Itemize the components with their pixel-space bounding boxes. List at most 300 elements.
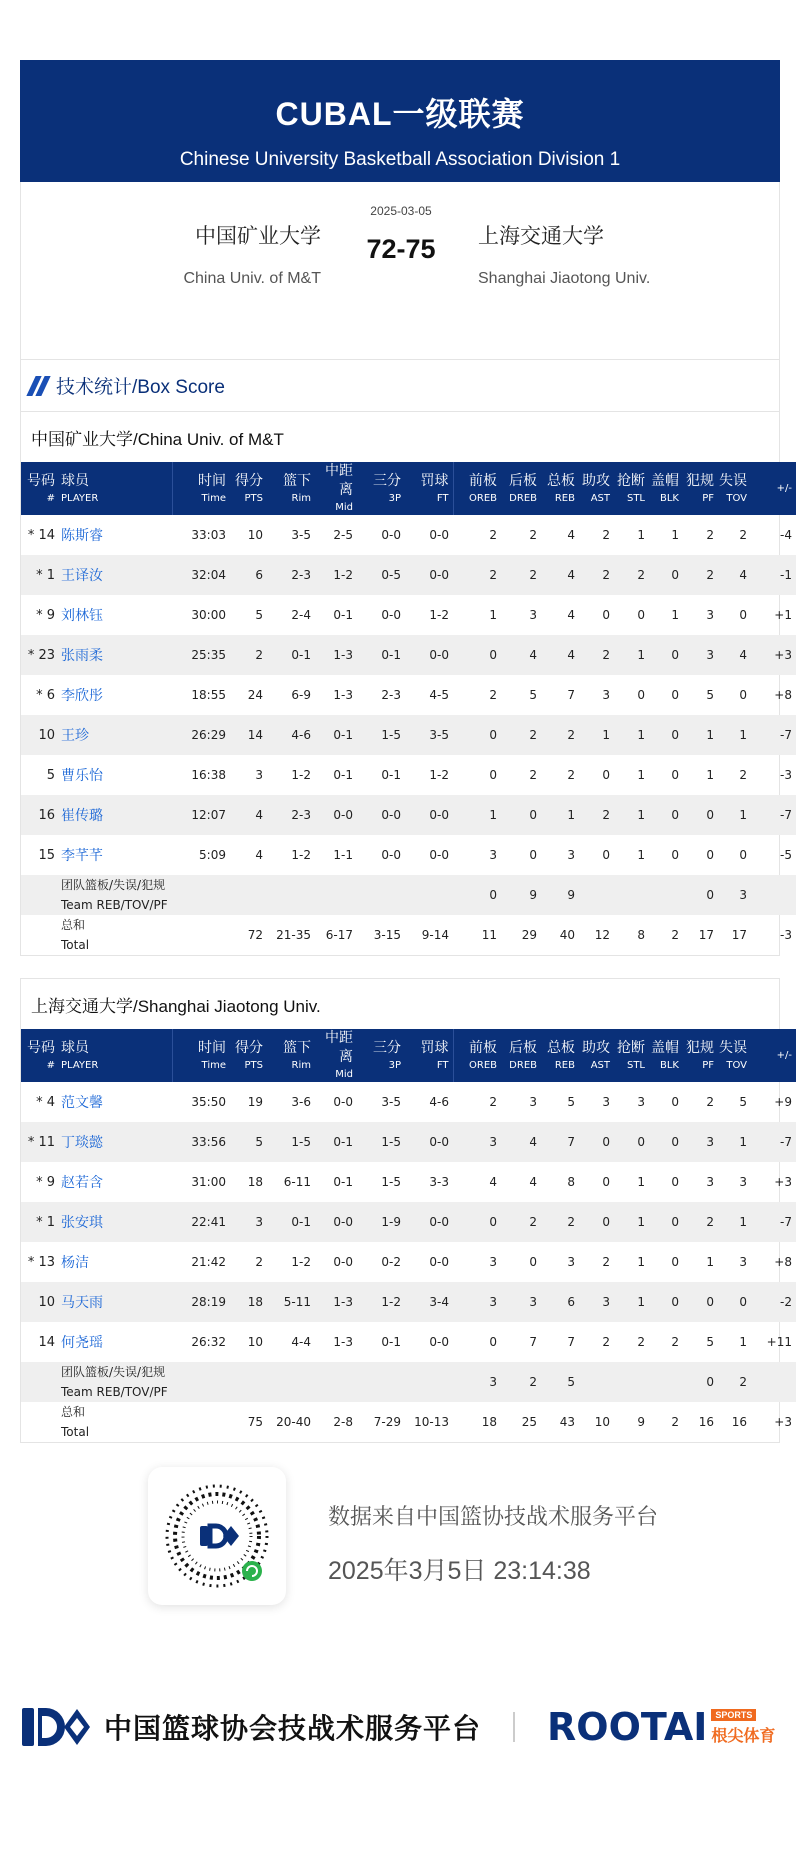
stat-points <box>230 1362 267 1402</box>
stat-plus-minus: -5 <box>780 848 792 862</box>
qr-code-icon <box>160 1479 274 1593</box>
stat-rim: 20-40 <box>276 1415 311 1429</box>
page <box>20 60 792 1443</box>
player-name-link[interactable]: 王珍 <box>61 728 89 744</box>
stat-plus-minus: -7 <box>780 1135 792 1149</box>
stat-points: 4 <box>255 848 263 862</box>
column-header-cn: 得分 <box>235 1039 263 1056</box>
column-header-en: Mid <box>335 502 353 513</box>
away-team-name-cn: 上海交通大学 <box>478 225 604 248</box>
player-row[interactable] <box>21 1082 796 1122</box>
stat-blocks <box>649 875 683 915</box>
column-header <box>649 462 683 515</box>
column-header-cn: 失误 <box>719 472 747 489</box>
summary-label <box>57 1402 230 1442</box>
column-header-en: Time <box>201 492 226 504</box>
stat-off-rebounds: 2 <box>489 688 497 702</box>
stat-blocks: 0 <box>671 1175 679 1189</box>
player-row[interactable] <box>21 1202 796 1242</box>
stat-time: 22:41 <box>191 1215 226 1229</box>
stat-time: 31:00 <box>191 1175 226 1189</box>
stat-off-rebounds: 18 <box>481 1415 497 1429</box>
player-name-link[interactable]: 李欣彤 <box>61 688 103 704</box>
stat-fouls: 5 <box>706 688 714 702</box>
stat-rim <box>267 1362 315 1402</box>
stat-steals: 1 <box>637 808 645 822</box>
home-team-name-en: China Univ. of M&T <box>183 270 321 287</box>
column-header <box>579 1029 614 1082</box>
column-header <box>541 462 579 515</box>
stat-assists: 0 <box>602 1175 610 1189</box>
column-header-cn: 后板 <box>509 1039 537 1056</box>
generated-timestamp: 2025年3月5日 23:14:38 <box>328 1557 591 1585</box>
stat-mid-range: 1-3 <box>333 1335 353 1349</box>
player-name-link[interactable]: 丁琰懿 <box>61 1135 103 1151</box>
stat-mid-range: 0-1 <box>333 1175 353 1189</box>
match-date: 2025-03-05 <box>370 204 432 218</box>
stat-mid-range: 0-0 <box>333 1255 353 1269</box>
column-header <box>405 1029 453 1082</box>
stat-three-point: 0-0 <box>381 848 401 862</box>
stat-rim: 1-2 <box>291 768 311 782</box>
stat-rim: 1-2 <box>291 1255 311 1269</box>
total-row <box>21 915 796 955</box>
stat-rim: 2-3 <box>291 808 311 822</box>
stat-points: 72 <box>247 928 263 942</box>
stat-plus-minus: +3 <box>774 1175 792 1189</box>
column-header-en: PF <box>702 1059 714 1071</box>
player-name-link[interactable]: 张安琪 <box>61 1215 103 1231</box>
column-header-en: TOV <box>726 492 747 504</box>
player-name-link[interactable]: 马天雨 <box>61 1295 103 1311</box>
player-row[interactable] <box>21 1122 796 1162</box>
stat-rim: 6-11 <box>283 1175 311 1189</box>
player-row[interactable] <box>21 1242 796 1282</box>
stat-free-throw: 4-6 <box>429 1095 449 1109</box>
stat-off-rebounds: 2 <box>489 568 497 582</box>
player-number: * 1 <box>36 567 55 583</box>
summary-label-en: Team REB/TOV/PF <box>61 1385 168 1399</box>
stat-time: 5:09 <box>199 848 226 862</box>
summary-label-cn: 总和 <box>61 918 86 932</box>
player-row[interactable] <box>21 795 796 835</box>
stat-three-point: 0-1 <box>381 1335 401 1349</box>
home-team-name-cn: 中国矿业大学 <box>195 225 321 248</box>
column-header-en: +/- <box>776 1050 792 1061</box>
player-row[interactable] <box>21 555 796 595</box>
away-team-name-en: Shanghai Jiaotong Univ. <box>478 270 651 287</box>
stat-points: 2 <box>255 648 263 662</box>
stat-assists <box>579 875 614 915</box>
player-name-link[interactable]: 张雨柔 <box>61 648 103 664</box>
stat-turnovers: 0 <box>739 1295 747 1309</box>
stat-turnovers: 0 <box>739 688 747 702</box>
stat-points: 3 <box>255 1215 263 1229</box>
stat-blocks: 0 <box>671 1255 679 1269</box>
player-number: * 23 <box>27 647 55 663</box>
column-header-en: PF <box>702 492 714 504</box>
stat-rebounds: 2 <box>567 728 575 742</box>
column-header <box>315 462 357 515</box>
column-header-en: AST <box>590 492 610 504</box>
stat-three-point: 0-1 <box>381 768 401 782</box>
player-name-link[interactable]: 杨洁 <box>61 1255 89 1271</box>
stat-off-rebounds: 0 <box>489 728 497 742</box>
player-name-link[interactable]: 曹乐怡 <box>61 768 103 784</box>
column-header-en: TOV <box>726 1059 747 1071</box>
player-name-link[interactable]: 陈斯睿 <box>61 528 103 544</box>
stat-off-rebounds: 0 <box>489 1335 497 1349</box>
stat-mid-range: 1-2 <box>333 568 353 582</box>
column-header-cn: 中距离 <box>325 1030 353 1065</box>
stat-three-point: 2-3 <box>381 688 401 702</box>
stat-blocks: 0 <box>671 568 679 582</box>
footer-logos <box>20 1702 780 1752</box>
player-name-link[interactable]: 李芊芊 <box>61 848 103 864</box>
player-row[interactable] <box>21 635 796 675</box>
stat-time: 26:32 <box>191 1335 226 1349</box>
player-row[interactable] <box>21 675 796 715</box>
stat-blocks: 0 <box>671 1135 679 1149</box>
stat-points: 6 <box>255 568 263 582</box>
stat-steals: 9 <box>637 1415 645 1429</box>
stat-blocks <box>649 1362 683 1402</box>
stat-plus-minus: +3 <box>774 1415 792 1429</box>
box-score-table <box>21 1029 796 1442</box>
stat-assists: 0 <box>602 768 610 782</box>
column-header-cn: 篮下 <box>283 1039 311 1056</box>
stat-three-point: 0-0 <box>381 808 401 822</box>
team-box-score-away <box>20 978 792 1443</box>
stat-free-throw: 0-0 <box>429 1135 449 1149</box>
player-row[interactable] <box>21 755 796 795</box>
stat-def-rebounds: 29 <box>521 928 537 942</box>
column-header <box>614 462 649 515</box>
stat-mid-range: 1-1 <box>333 848 353 862</box>
stat-blocks: 0 <box>671 768 679 782</box>
column-header-cn: 犯规 <box>686 472 714 489</box>
player-number: 16 <box>38 807 55 823</box>
stat-steals: 0 <box>637 1135 645 1149</box>
player-number: 10 <box>38 1294 55 1310</box>
stat-rebounds: 2 <box>567 1215 575 1229</box>
stat-off-rebounds: 2 <box>489 528 497 542</box>
stat-assists: 2 <box>602 568 610 582</box>
stat-plus-minus <box>751 1362 796 1402</box>
column-header <box>230 462 267 515</box>
team-summary-row <box>21 1362 796 1402</box>
column-header-en: FT <box>436 492 449 504</box>
table-header-row <box>21 462 796 515</box>
stat-rebounds: 4 <box>567 608 575 622</box>
player-number: 15 <box>38 847 55 863</box>
column-header-en: Rim <box>291 1059 311 1071</box>
stat-turnovers: 2 <box>739 528 747 542</box>
stat-points: 5 <box>255 1135 263 1149</box>
player-row[interactable] <box>21 715 796 755</box>
player-row[interactable] <box>21 1322 796 1362</box>
column-header-en: OREB <box>469 492 497 504</box>
column-header <box>267 1029 315 1082</box>
player-row[interactable] <box>21 1162 796 1202</box>
stat-off-rebounds: 11 <box>481 928 497 942</box>
player-number: * 4 <box>36 1094 55 1110</box>
stat-def-rebounds: 3 <box>529 1295 537 1309</box>
qr-code-card[interactable] <box>148 1467 286 1605</box>
stat-assists: 10 <box>594 1415 610 1429</box>
stat-rebounds: 4 <box>567 648 575 662</box>
stat-blocks: 0 <box>671 1095 679 1109</box>
stat-mid-range: 1-3 <box>333 648 353 662</box>
stat-steals: 1 <box>637 648 645 662</box>
stat-points: 18 <box>247 1295 263 1309</box>
stat-plus-minus: -1 <box>780 568 792 582</box>
stat-plus-minus: +3 <box>774 648 792 662</box>
stat-steals: 1 <box>637 1175 645 1189</box>
stat-rim: 1-5 <box>291 1135 311 1149</box>
column-header-cn: 失误 <box>719 1039 747 1056</box>
stat-assists: 12 <box>594 928 610 942</box>
column-header-cn: 球员 <box>61 472 89 489</box>
rootai-sports-tag: SPORTS <box>711 1709 756 1721</box>
stat-time: 18:55 <box>191 688 226 702</box>
stat-steals: 0 <box>637 688 645 702</box>
stat-fouls: 3 <box>706 608 714 622</box>
team-box-score-home <box>20 412 792 956</box>
match-summary <box>20 182 780 360</box>
column-header-cn: 总板 <box>547 1039 575 1056</box>
stat-rebounds: 4 <box>567 528 575 542</box>
summary-label-en: Total <box>61 1425 90 1439</box>
team-summary-row <box>21 875 796 915</box>
summary-label-cn: 总和 <box>61 1405 86 1419</box>
column-header-cn: 前板 <box>469 472 497 489</box>
column-header <box>57 462 172 515</box>
column-header-en: STL <box>626 1059 645 1071</box>
stat-blocks: 0 <box>671 1215 679 1229</box>
stat-steals: 1 <box>637 728 645 742</box>
player-row[interactable] <box>21 595 796 635</box>
stat-assists: 2 <box>602 648 610 662</box>
stat-def-rebounds: 5 <box>529 688 537 702</box>
column-header-en: BLK <box>660 1059 679 1071</box>
stat-free-throw: 0-0 <box>429 1255 449 1269</box>
empty-cell <box>21 1362 57 1402</box>
rootai-logo: ROOTAI <box>547 1705 708 1749</box>
stat-rim: 3-5 <box>291 528 311 542</box>
stat-turnovers: 1 <box>739 808 747 822</box>
player-name-link[interactable]: 赵若含 <box>61 1175 103 1191</box>
column-header-cn: 罚球 <box>420 472 449 489</box>
column-header-cn: 盖帽 <box>651 472 679 489</box>
column-header-cn: 抢断 <box>617 472 645 489</box>
stat-def-rebounds: 0 <box>529 808 537 822</box>
stat-free-throw: 1-2 <box>429 608 449 622</box>
column-header-cn: 总板 <box>547 472 575 489</box>
stat-def-rebounds: 2 <box>529 568 537 582</box>
column-header <box>718 462 751 515</box>
stat-plus-minus: -7 <box>780 808 792 822</box>
column-header <box>718 1029 751 1082</box>
stat-points: 14 <box>247 728 263 742</box>
footer-source-info <box>328 1500 658 1587</box>
stat-assists: 2 <box>602 528 610 542</box>
stat-three-point: 1-9 <box>381 1215 401 1229</box>
player-row[interactable] <box>21 515 796 555</box>
player-name-link[interactable]: 刘林钰 <box>61 608 103 624</box>
stat-steals: 1 <box>637 768 645 782</box>
stat-fouls: 0 <box>706 1375 714 1389</box>
stat-assists: 2 <box>602 808 610 822</box>
stat-turnovers: 4 <box>739 568 747 582</box>
stat-free-throw: 0-0 <box>429 808 449 822</box>
stat-blocks: 2 <box>671 1335 679 1349</box>
stat-time: 33:03 <box>191 528 226 542</box>
stat-mid-range: 0-1 <box>333 608 353 622</box>
stat-free-throw: 0-0 <box>429 848 449 862</box>
stat-free-throw: 3-3 <box>429 1175 449 1189</box>
stat-turnovers: 5 <box>739 1095 747 1109</box>
stat-free-throw: 3-5 <box>429 728 449 742</box>
stat-assists: 0 <box>602 608 610 622</box>
stat-assists: 3 <box>602 688 610 702</box>
summary-label-en: Total <box>61 938 90 952</box>
column-header-en: +/- <box>776 483 792 494</box>
stat-assists: 0 <box>602 848 610 862</box>
column-header <box>541 1029 579 1082</box>
stat-blocks: 2 <box>671 928 679 942</box>
column-header-cn: 三分 <box>373 472 401 489</box>
stat-rebounds: 5 <box>567 1095 575 1109</box>
stat-time: 16:38 <box>191 768 226 782</box>
column-header-cn: 罚球 <box>420 1039 449 1056</box>
stat-time: 28:19 <box>191 1295 226 1309</box>
stat-free-throw: 0-0 <box>429 1335 449 1349</box>
column-header-cn: 前板 <box>469 1039 497 1056</box>
player-name-link[interactable]: 崔传璐 <box>61 808 103 824</box>
stat-turnovers: 1 <box>739 1135 747 1149</box>
stat-blocks: 0 <box>671 808 679 822</box>
stat-fouls: 1 <box>706 728 714 742</box>
stat-fouls: 3 <box>706 1135 714 1149</box>
stat-steals: 3 <box>637 1095 645 1109</box>
stat-free-throw: 1-2 <box>429 768 449 782</box>
stat-rim: 5-11 <box>283 1295 311 1309</box>
stat-points: 18 <box>247 1175 263 1189</box>
column-header-en: AST <box>590 1059 610 1071</box>
column-header-en: PTS <box>244 492 263 504</box>
stat-fouls: 0 <box>706 848 714 862</box>
stat-points <box>230 875 267 915</box>
stat-points: 10 <box>247 528 263 542</box>
stat-fouls: 0 <box>706 888 714 902</box>
banner-subtitle: Chinese University Basketball Association Division 1 <box>179 149 621 170</box>
stat-plus-minus: -4 <box>780 528 792 542</box>
stat-plus-minus: +8 <box>774 688 792 702</box>
data-source-text: 数据来自中国篮协技战术服务平台 <box>328 1504 659 1529</box>
stat-steals: 1 <box>637 528 645 542</box>
stat-points: 3 <box>255 768 263 782</box>
player-name-link[interactable]: 范文馨 <box>61 1095 103 1111</box>
stat-three-point: 0-1 <box>381 648 401 662</box>
empty-cell <box>21 875 57 915</box>
stat-def-rebounds: 2 <box>529 1215 537 1229</box>
stat-three-point: 0-5 <box>381 568 401 582</box>
column-header-cn: 中距离 <box>325 463 353 498</box>
summary-label-cn: 团队篮板/失误/犯规 <box>61 1365 166 1379</box>
stat-rim: 4-6 <box>291 728 311 742</box>
stat-off-rebounds: 3 <box>489 1295 497 1309</box>
stat-points: 24 <box>247 688 263 702</box>
double-slash-icon <box>31 376 46 396</box>
stat-rebounds: 3 <box>567 848 575 862</box>
stat-points: 75 <box>247 1415 263 1429</box>
stat-off-rebounds: 0 <box>489 1215 497 1229</box>
column-header-cn: 助攻 <box>582 472 610 489</box>
stat-mid-range <box>315 1362 357 1402</box>
column-header-en: OREB <box>469 1059 497 1071</box>
stat-steals <box>614 1362 649 1402</box>
stat-mid-range: 6-17 <box>325 928 353 942</box>
empty-cell <box>21 915 57 955</box>
stat-three-point: 1-2 <box>381 1295 401 1309</box>
stat-off-rebounds: 1 <box>489 808 497 822</box>
column-header-en: REB <box>554 1059 575 1071</box>
stat-plus-minus: -7 <box>780 1215 792 1229</box>
stat-time: 32:04 <box>191 568 226 582</box>
stat-mid-range: 1-3 <box>333 1295 353 1309</box>
stat-rim: 0-1 <box>291 648 311 662</box>
stat-fouls: 2 <box>706 1215 714 1229</box>
player-name-link[interactable]: 何尧瑶 <box>61 1335 103 1351</box>
player-name-link[interactable]: 王译汝 <box>61 568 103 584</box>
column-header <box>57 1029 172 1082</box>
stat-steals: 2 <box>637 1335 645 1349</box>
stat-rebounds: 2 <box>567 768 575 782</box>
stat-three-point: 1-5 <box>381 1175 401 1189</box>
stat-mid-range: 0-0 <box>333 1095 353 1109</box>
player-row[interactable] <box>21 1282 796 1322</box>
stat-rim: 3-6 <box>291 1095 311 1109</box>
player-row[interactable] <box>21 835 796 875</box>
stat-free-throw <box>405 1362 453 1402</box>
stat-rebounds: 3 <box>567 1255 575 1269</box>
team-table-title: 中国矿业大学/China Univ. of M&T <box>31 429 284 449</box>
column-header-en: 3P <box>388 492 401 504</box>
column-header <box>649 1029 683 1082</box>
stat-assists: 0 <box>602 1135 610 1149</box>
column-header-cn: 号码 <box>27 1039 55 1056</box>
stat-fouls: 0 <box>706 1295 714 1309</box>
stat-def-rebounds: 4 <box>529 1135 537 1149</box>
player-number: * 9 <box>36 607 55 623</box>
stat-turnovers: 2 <box>739 1375 747 1389</box>
box-score-header <box>20 360 780 412</box>
section-title: 技术统计/Box Score <box>56 377 225 398</box>
column-header-cn: 犯规 <box>686 1039 714 1056</box>
stat-time: 26:29 <box>191 728 226 742</box>
stat-def-rebounds: 2 <box>529 528 537 542</box>
stat-steals: 8 <box>637 928 645 942</box>
stat-def-rebounds: 3 <box>529 608 537 622</box>
stat-mid-range: 0-1 <box>333 728 353 742</box>
stat-def-rebounds: 9 <box>529 888 537 902</box>
stat-off-rebounds: 1 <box>489 608 497 622</box>
stat-rebounds: 7 <box>567 688 575 702</box>
stat-turnovers: 1 <box>739 1335 747 1349</box>
stat-blocks: 2 <box>671 1415 679 1429</box>
column-header-cn: 后板 <box>509 472 537 489</box>
